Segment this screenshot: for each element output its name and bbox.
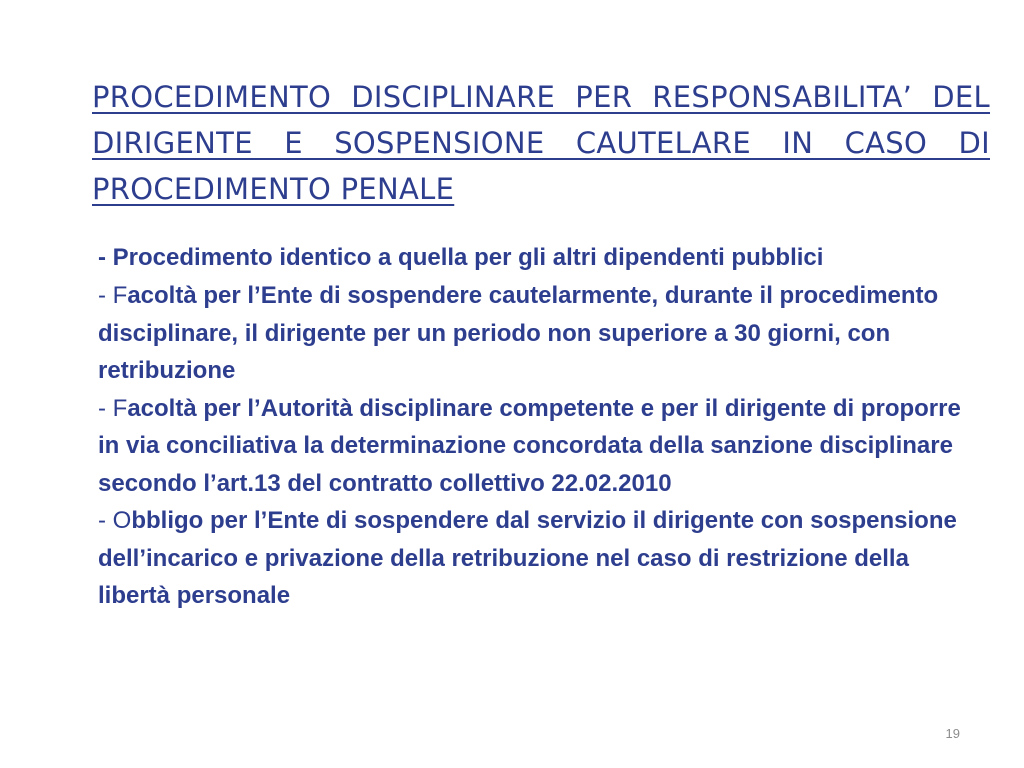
page-number: 19 (945, 726, 960, 741)
bullet-lead: - F (98, 282, 128, 309)
slide-title: PROCEDIMENTO DISCIPLINARE PER RESPONSABILITA’ DEL DIRIGENTE E SOSPENSIONE CAUTELARE IN CASO DI PROCEDIMENTO PENALE (92, 80, 990, 206)
bullet-paragraph (98, 390, 978, 503)
bullet-text: acoltà per l’Autorità disciplinare competente e per il dirigente di proporre in via conciliativa la determinazione concordata della sanzione disciplinare secondo l’art.13 del contratto collettivo 22.02.2010 (98, 394, 961, 497)
bullet-paragraph (98, 238, 978, 277)
slide-body (98, 238, 978, 615)
bullet-text: - Procedimento identico a quella per gli altri dipendenti pubblici (98, 244, 824, 271)
bullet-paragraph (98, 277, 978, 390)
bullet-text: bbligo per l’Ente di sospendere dal servizio il dirigente con sospensione dell’incarico e privazione della retribuzione nel caso di restrizione della libertà personale (98, 507, 957, 609)
bullet-lead: - F (98, 394, 128, 422)
bullet-paragraph (98, 502, 978, 615)
bullet-text: acoltà per l’Ente di sospendere cautelarmente, durante il procedimento disciplinare, il dirigente per un periodo non superiore a 30 giorni, con retribuzione (98, 282, 939, 384)
bullet-lead: - O (98, 507, 132, 534)
